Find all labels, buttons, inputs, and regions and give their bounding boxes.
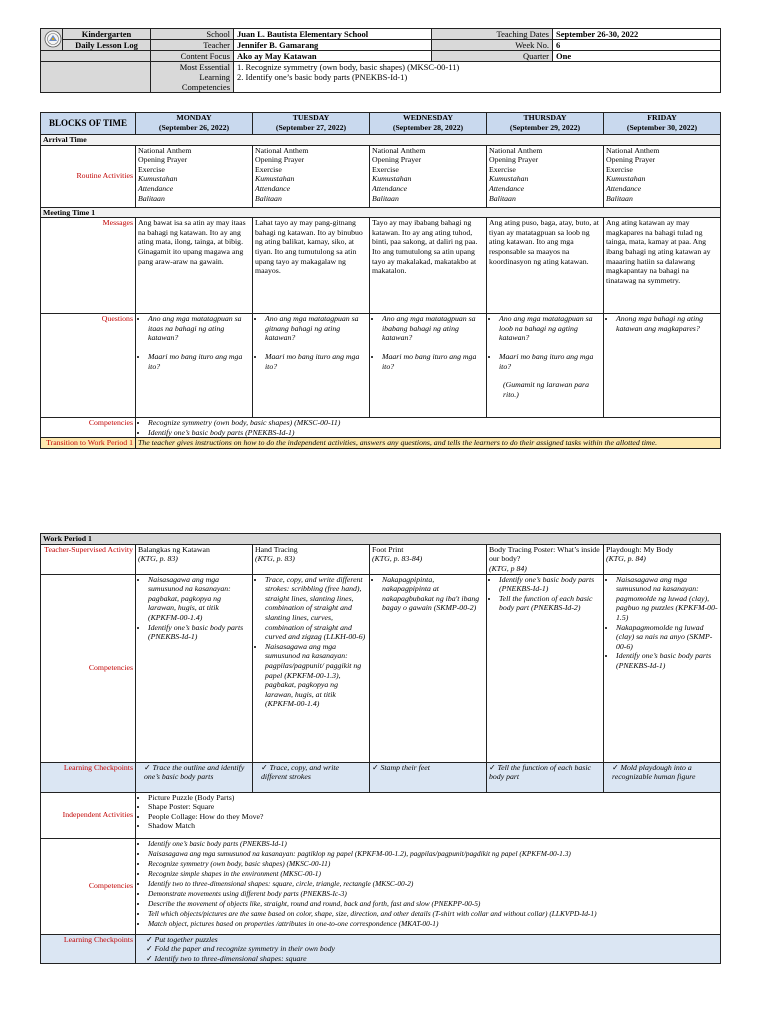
activity-cell: Playdough: My Body (KTG, p. 84): [604, 544, 721, 574]
independent-item: • People Collage: How do they Move?: [148, 812, 718, 822]
competencies-cell: [136, 418, 721, 438]
questions-cell: [370, 314, 487, 418]
day-header-friday: FRIDAY (September 30, 2022): [604, 113, 721, 135]
school-value: Juan L. Bautista Elementary School: [234, 29, 432, 40]
meeting-time-section: Meeting Time 1: [41, 207, 721, 218]
day-header-wednesday: WEDNESDAY (September 28, 2022): [370, 113, 487, 135]
routine-item: National Anthem: [138, 145, 192, 155]
routine-item: Opening Prayer: [255, 155, 305, 165]
competency-item: • Recognize symmetry (own body, basic shapes) (MKSC-00-11): [148, 859, 718, 869]
checkpoint-item: ✓ Fold the paper and recognize symmetry in their own body: [138, 944, 718, 954]
work-competencies-label: Competencies: [41, 574, 136, 762]
message-cell: Lahat tayo ay may pang-gitnang bahagi ng katawan. Ito ay binubuo ng ating balikat, kamay, siko, at tiyan. Ito ang tumutulong sa atin upang tayo ay makagalaw ng maayos.: [253, 218, 370, 314]
header-title-2: Daily Lesson Log: [63, 40, 151, 51]
work-competency-cell: [136, 574, 253, 762]
work-competency-cell: [487, 574, 604, 762]
competency-item: • Identify two to three-dimensional shapes: square, circle, triangle, rectangle (MKSC-00-2): [148, 879, 718, 889]
content-focus-value: Ako ay May Katawan: [234, 51, 432, 62]
routine-item: Kumustahan: [255, 174, 295, 184]
teacher-supervised-label: Teacher-Supervised Activity: [41, 544, 136, 574]
competency-item: • Match object, pictures based on properties /attributes in one-to-one correspondence (MKAT-00-1): [148, 919, 718, 929]
work-competency-cell: [604, 574, 721, 762]
competency-item: • Identify one’s basic body parts (PNEKBS-Id-1): [148, 428, 718, 438]
questions-cell: [136, 314, 253, 418]
message-cell: Tayo ay may ibabang bahagi ng katawan. Ito ay ang ating tuhod, binti, paa sakong, at daliri ng paa. Ito ang tumutulong sa atin upang tayo ay makalakad, makatakbo at makatalon.: [370, 218, 487, 314]
melc-list: [234, 62, 721, 93]
header-blank-2: [41, 62, 151, 93]
independent-item: • Picture Puzzle (Body Parts): [148, 793, 718, 803]
routine-item: Attendance: [489, 183, 525, 193]
header-title-1: Kindergarten: [63, 29, 151, 40]
checkpoint-cell: ✓ Tell the function of each basic body part: [487, 762, 604, 792]
competency-item: • Recognize simple shapes in the environment (MKSC-00-1): [148, 869, 718, 879]
question-item: • Ano ang mga matatagpuan sa gitnang bahagi ng ating katawan?: [265, 314, 367, 343]
question-item: • Maari mo bang ituro ang mga ito?: [499, 352, 601, 371]
routine-cell: [487, 145, 604, 207]
competency-item: • Naisasagawa ang mga sumusunod na kasanayan: pagpilas/pagpunit/ paggikit ng papel (KPKFM-00-1.3), pagbakat, pagkopya ng larawan, hugis, at titik (KPKFM-00-1.4): [265, 642, 367, 709]
teaching-dates-label: Teaching Dates: [432, 29, 553, 40]
teaching-dates-value: September 26-30, 2022: [553, 29, 721, 40]
routine-item: Exercise: [138, 164, 165, 174]
routine-item: National Anthem: [255, 145, 309, 155]
independent-activities-cell: [136, 792, 721, 838]
questions-cell: [487, 314, 604, 418]
competency-item: • Identify one’s basic body parts (PNEKBS-Id-1): [148, 623, 250, 642]
activity-cell: Body Tracing Poster: What’s inside our body? (KTG, p 84): [487, 544, 604, 574]
header-table: [40, 28, 721, 93]
routine-item: Balitaan: [606, 193, 633, 203]
message-cell: Ang ating katawan ay may magkapares na bahagi tulad ng tainga, mata, kamay at paa. Ang ibang bahagi ng ating katawan ay maaaring hatiin sa dalawang magkapantay na bahagi na tinatawag na symmetry.: [604, 218, 721, 314]
routine-item: National Anthem: [489, 145, 543, 155]
competency-item: • Recognize symmetry (own body, basic shapes) (MKSC-00-11): [148, 418, 718, 428]
work-competency-cell: [253, 574, 370, 762]
checkpoint-cell: ✓ Trace, copy, and write different strokes: [253, 762, 370, 792]
messages-label: Messages: [41, 218, 136, 314]
competency-item: • Nakapagmomolde ng luwad (clay) sa nais na anyo (SKMP-00-6): [616, 623, 718, 652]
question-item: • Maari mo bang ituro ang mga ito?: [265, 352, 367, 371]
activity-cell: Foot Print (KTG, p. 83-84): [370, 544, 487, 574]
competency-item: • Nakapagpipinta, nakapagpipinta at nakapagbubakat ng iba't ibang bagay o gawain (SKMP-00-2): [382, 575, 484, 613]
routine-item: Balitaan: [372, 193, 399, 203]
quarter-value: One: [553, 51, 721, 62]
routine-item: Attendance: [138, 183, 174, 193]
day-header-thursday: THURSDAY (September 29, 2022): [487, 113, 604, 135]
competency-item: • Tell the function of each basic body part (PNEKBS-Id-2): [499, 594, 601, 613]
competency-item: • Naisasagawa ang mga sumusunod na kasanayan: pagmomolde ng luwad (clay), pagbuo ng puzzles (KPKFM-00-1.5): [616, 575, 718, 623]
question-note: (Gumamit ng larawan para rito.): [503, 380, 589, 399]
work-period-title: Work Period 1: [41, 534, 721, 545]
transition-text: The teacher gives instructions on how to do the independent activities, answers any questions, and tells the learners to do their assigned tasks within the allotted time.: [136, 438, 721, 449]
routine-item: Balitaan: [489, 193, 516, 203]
checkpoint-cell: ✓ Trace the outline and identify one’s basic body parts: [136, 762, 253, 792]
questions-cell: [604, 314, 721, 418]
routine-item: National Anthem: [372, 145, 426, 155]
melc-label: Most Essential Learning Competencies: [151, 62, 234, 93]
routine-item: Attendance: [255, 183, 291, 193]
routine-item: Kumustahan: [138, 174, 178, 184]
routine-item: Exercise: [255, 164, 282, 174]
questions-label: Questions: [41, 314, 136, 418]
routine-cell: [253, 145, 370, 207]
question-item: • Maari mo bang ituro ang mga ito?: [382, 352, 484, 371]
teacher-label: Teacher: [151, 40, 234, 51]
competency-item: • Identify one’s basic body parts (PNEKBS-Id-1): [499, 575, 601, 594]
routine-label: Routine Activities: [41, 145, 136, 207]
competency-item: • Identify one’s basic body parts (PNEKBS-Id-1): [148, 839, 718, 849]
question-item: • Ano ang mga matatagpuan sa ibabang bahagi ng ating katawan?: [382, 314, 484, 343]
routine-item: Balitaan: [255, 193, 282, 203]
question-item: • Maari mo bang ituro ang mga ito?: [148, 352, 250, 371]
learning-checkpoints-label: Learning Checkpoints: [41, 762, 136, 792]
week-value: 6: [553, 40, 721, 51]
competency-item: • Demonstrate movements using different body parts (PNEKBS-Ic-3): [148, 889, 718, 899]
schedule-table: [40, 112, 721, 449]
independent-item: • Shadow Match: [148, 821, 718, 831]
routine-item: Opening Prayer: [489, 155, 539, 165]
routine-item: Kumustahan: [606, 174, 646, 184]
routine-item: Kumustahan: [489, 174, 529, 184]
question-item: • Anong mga bahagi ng ating katawan ang magkapares?: [616, 314, 718, 333]
checkpoint-cell: ✓ Stamp their feet: [370, 762, 487, 792]
learning-checkpoints-2-label: Learning Checkpoints: [41, 934, 136, 964]
transition-label: Transition to Work Period 1: [41, 438, 136, 449]
work-competency-cell: [370, 574, 487, 762]
message-cell: Ang ating puso, baga, atay, buto, at tiyan ay matatagpuan sa loob ng ating katawan. Ito ang mga responsable sa maayos na koordinasyon ng ating katawan.: [487, 218, 604, 314]
routine-item: Opening Prayer: [372, 155, 422, 165]
questions-cell: [253, 314, 370, 418]
week-label: Week No.: [432, 40, 553, 51]
competencies-label: Competencies: [41, 418, 136, 438]
arrival-time-section: Arrival Time: [41, 135, 721, 146]
routine-cell: [604, 145, 721, 207]
routine-item: Opening Prayer: [606, 155, 656, 165]
checkpoint-item: ✓ Identify two to three-dimensional shapes: square: [138, 954, 718, 964]
independent-competencies-label: Competencies: [41, 838, 136, 934]
learning-checkpoints-2-cell: [136, 934, 721, 964]
teacher-value: Jennifer B. Gamarang: [234, 40, 432, 51]
routine-item: National Anthem: [606, 145, 660, 155]
school-label: School: [151, 29, 234, 40]
checkpoint-cell: ✓ Mold playdough into a recognizable human figure: [604, 762, 721, 792]
day-header-monday: MONDAY (September 26, 2022): [136, 113, 253, 135]
routine-item: Opening Prayer: [138, 155, 188, 165]
message-cell: Ang bawat isa sa atin ay may itaas na bahagi ng katawan. Ito ay ang ating mata, ilong, tainga, at bibig. Ginagamit ito upang magawa ang pang araw-araw na gawain.: [136, 218, 253, 314]
routine-item: Attendance: [606, 183, 642, 193]
routine-item: Kumustahan: [372, 174, 412, 184]
independent-competencies-cell: [136, 838, 721, 934]
quarter-label: Quarter: [432, 51, 553, 62]
competency-item: • Tell which objects/pictures are the same based on color, shape, size, direction, and other details (T-shirt with collar and without collar) (LLKVPD-Id-1): [148, 909, 718, 919]
melc-item-2: 2. Identify one’s basic body parts (PNEKBS-Id-1): [237, 72, 408, 82]
routine-item: Attendance: [372, 183, 408, 193]
routine-cell: [136, 145, 253, 207]
question-item: • Ano ang mga matatagpuan sa loob na bahagi ng agting katawan?: [499, 314, 601, 343]
question-item: • Ano ang mga matatagpuan sa itaas na bahagi ng ating katawan?: [148, 314, 250, 343]
checkpoint-item: ✓ Put together puzzles: [138, 935, 718, 945]
header-blank: [41, 51, 151, 62]
competency-item: • Naisasagawa ang mga sumusunod na kasanayan: pagtiklop ng papel (KPKFM-00-1.2), pagpilas/pagpunit/pagdikit ng papel (KPKFM-00-1.3): [148, 849, 718, 859]
routine-item: Exercise: [489, 164, 516, 174]
independent-activities-label: Independent Activities: [41, 792, 136, 838]
routine-item: Exercise: [372, 164, 399, 174]
activity-cell: Hand Tracing (KTG, p. 83): [253, 544, 370, 574]
blocks-of-time-header: BLOCKS OF TIME: [41, 113, 136, 135]
competency-item: • Identify one’s basic body parts (PNEKBS-Id-1): [616, 651, 718, 670]
activity-cell: Balangkas ng Katawan (KTG, p. 83): [136, 544, 253, 574]
logo-cell: [41, 29, 63, 51]
routine-cell: [370, 145, 487, 207]
work-period-table: [40, 533, 721, 964]
competency-item: • Describe the movement of objects like, straight, round and round, back and forth, fast and slow (PNEKPP-00-5): [148, 899, 718, 909]
routine-item: Balitaan: [138, 193, 165, 203]
deped-seal-logo-icon: [44, 30, 62, 48]
independent-item: • Shape Poster: Square: [148, 802, 718, 812]
content-focus-label: Content Focus: [151, 51, 234, 62]
competency-item: • Trace, copy, and write different strokes: scribbling (free hand), straight lines, slanting lines, combination of straight and slanting lines, curves, combination of straight and curved and zigzag (LLKH-00-6): [265, 575, 367, 642]
melc-item-1: 1. Recognize symmetry (own body, basic shapes) (MKSC-00-11): [237, 62, 460, 72]
competency-item: • Naisasagawa ang mga sumusunod na kasanayan: pagbakat, pagkopya ng larawan, hugis, at titik (KPKFM-00-1.4): [148, 575, 250, 623]
day-header-tuesday: TUESDAY (September 27, 2022): [253, 113, 370, 135]
routine-item: Exercise: [606, 164, 633, 174]
